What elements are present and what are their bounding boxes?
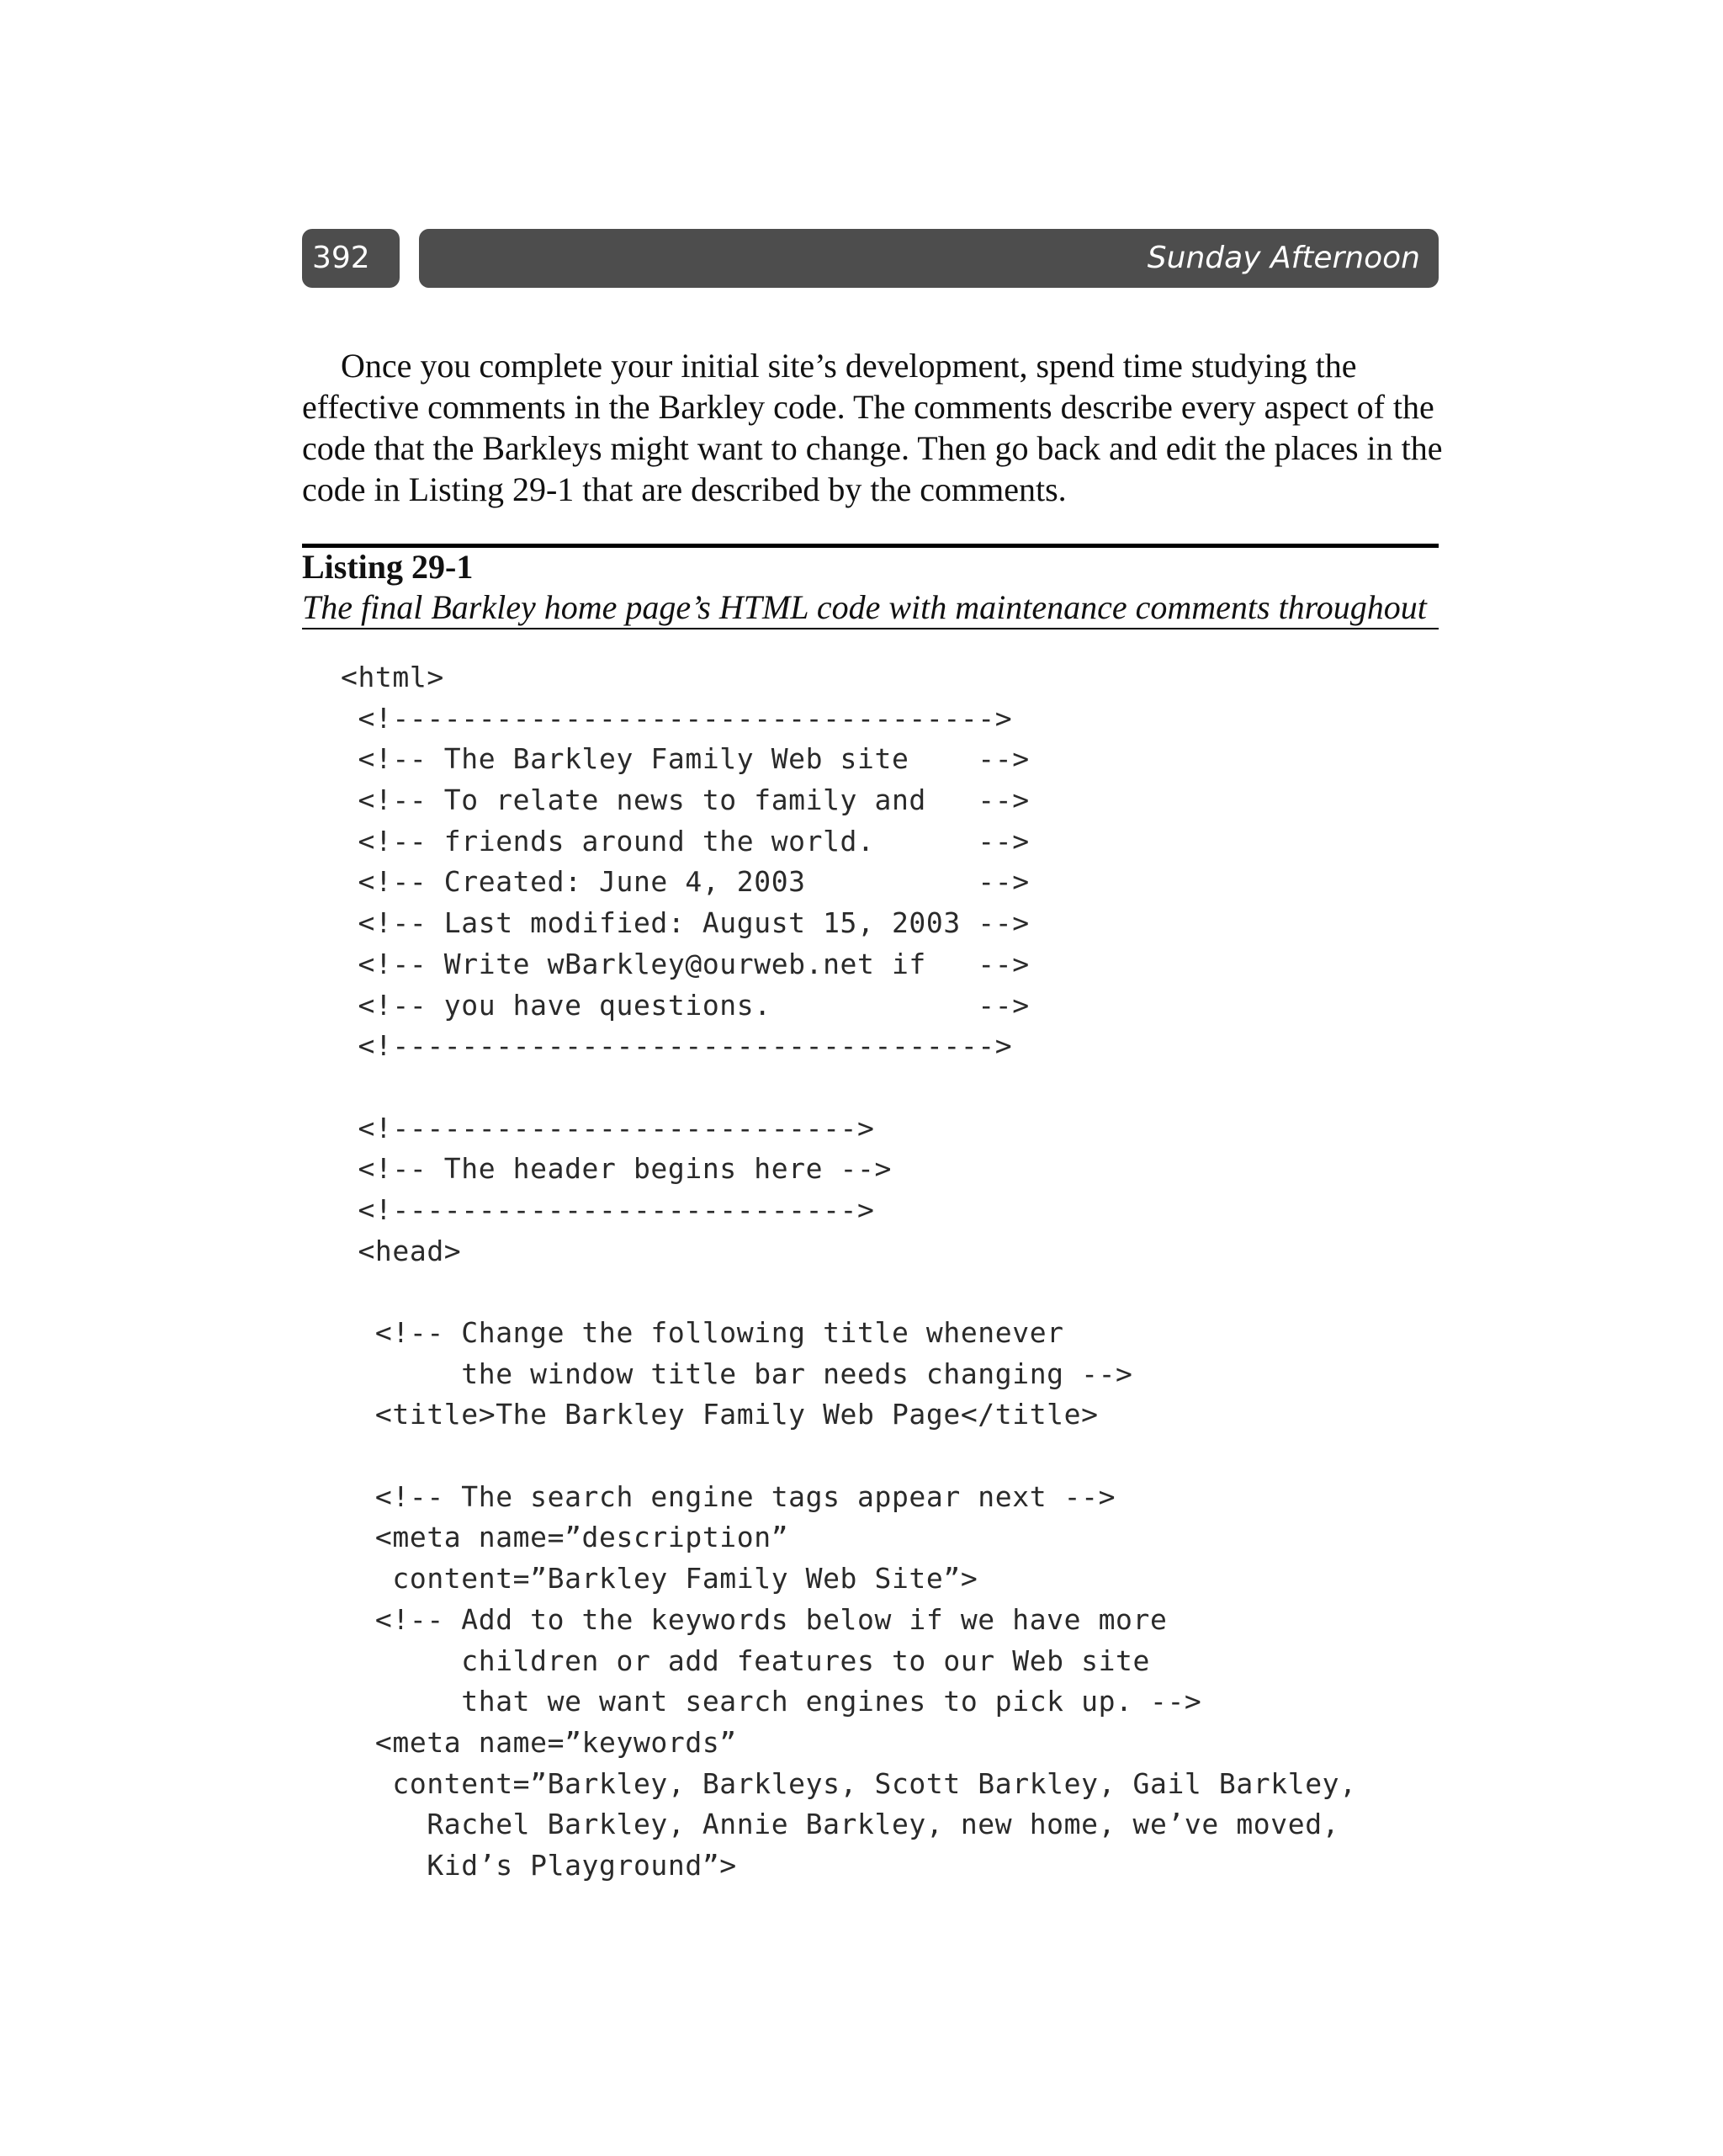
code-line [341,1272,1357,1313]
code-line: <!-- The search engine tags appear next --> [341,1479,1116,1513]
code-line: <!-- The Barkley Family Web site --> [341,742,1030,776]
listing-label: Listing 29-1 [302,548,474,586]
code-line: <head> [341,1234,462,1267]
code-line: <!-- Created: June 4, 2003 --> [341,865,1030,899]
code-line: <!-- Last modified: August 15, 2003 --> [341,906,1030,940]
code-line: <title>The Barkley Family Web Page</title> [341,1398,1099,1431]
code-line: <meta name=”keywords” [341,1725,737,1759]
listing-bottom-rule [302,628,1439,629]
code-line: content=”Barkley, Barkleys, Scott Barkley, Gail Barkley, [341,1766,1357,1800]
code-line: <!-- you have questions. --> [341,988,1030,1022]
code-line: <!-- Add to the keywords below if we have more [341,1602,1168,1636]
code-line: <!---------------------------> [341,1111,875,1144]
code-line [341,1436,1357,1477]
code-line: <!---------------------------> [341,1192,875,1226]
code-line: Rachel Barkley, Annie Barkley, new home, we’ve moved, [341,1808,1340,1841]
code-line: the window title bar needs changing --> [341,1357,1133,1390]
code-line: <!-- Write wBarkley@ourweb.net if --> [341,947,1030,980]
body-paragraph: Once you complete your initial site’s development, spend time studying the effective comments in the Barkley code. The comments describe every aspect of the code that the Barkleys might want to change. Then go back and edit the places in the code in Listing 29-1 that are described by the comments. [302,347,1443,508]
code-line: <!-- To relate news to family and --> [341,783,1030,817]
code-line: children or add features to our Web site [341,1644,1150,1677]
code-line [341,1067,1357,1108]
code-line: Kid’s Playground”> [341,1848,737,1882]
code-line: <!-----------------------------------> [341,1029,1013,1063]
code-listing [341,657,1357,1887]
running-header-title: Sunday Afternoon [419,229,1439,288]
code-line: <meta name=”description” [341,1521,789,1554]
code-line: <!-----------------------------------> [341,701,1013,735]
page-number: 392 [302,229,400,288]
code-line: <!-- Change the following title whenever [341,1316,1064,1349]
code-line: <!-- friends around the world. --> [341,824,1030,858]
code-line: <html> [341,661,444,693]
listing-caption: The final Barkley home page’s HTML code with maintenance comments throughout [302,588,1427,626]
code-line: that we want search engines to pick up. --> [341,1685,1202,1718]
code-line: content=”Barkley Family Web Site”> [341,1562,978,1596]
code-line: <!-- The header begins here --> [341,1152,892,1186]
